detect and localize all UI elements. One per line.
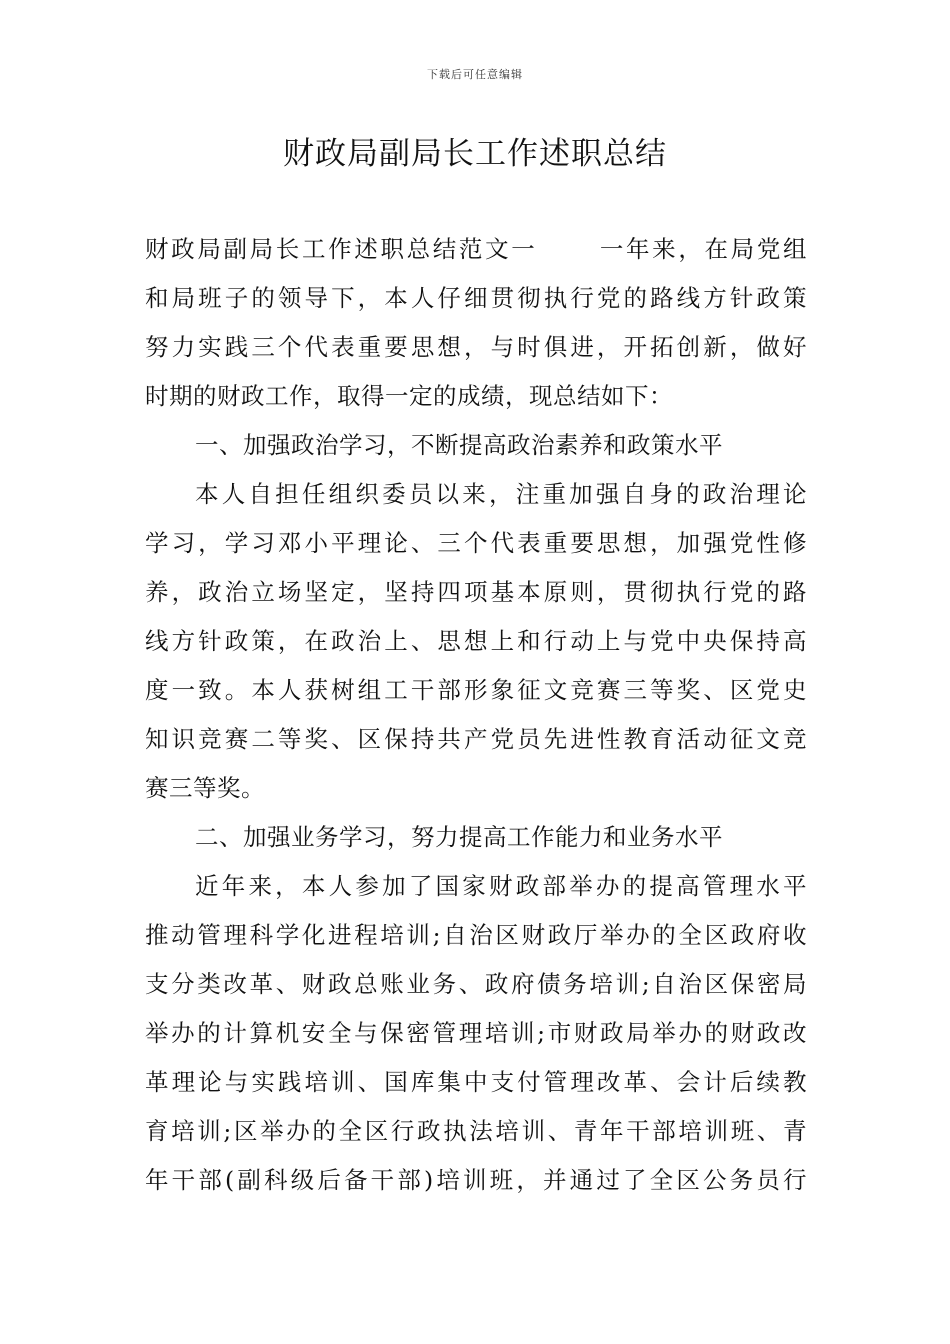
body-line: 赛三等奖。: [145, 774, 265, 802]
section-heading-2: 二、加强业务学习，努力提高工作能力和业务水平: [195, 823, 723, 851]
body-line: 努力实践三个代表重要思想，与时俱进，开拓创新，做好: [145, 333, 807, 361]
body-line: 育培训;区举办的全区行政执法培训、青年干部培训班、青: [145, 1117, 807, 1145]
body-line: 年干部(副科级后备干部)培训班，并通过了全区公务员行: [145, 1166, 807, 1194]
document-title: 财政局副局长工作述职总结: [283, 136, 667, 172]
body-line: 支分类改革、财政总账业务、政府债务培训;自治区保密局: [145, 970, 807, 998]
body-line: 近年来，本人参加了国家财政部举办的提高管理水平: [195, 872, 807, 900]
body-line: 度一致。本人获树组工干部形象征文竞赛三等奖、区党史: [145, 676, 807, 704]
body-line: 本人自担任组织委员以来，注重加强自身的政治理论: [195, 480, 807, 508]
body-line: 养，政治立场坚定，坚持四项基本原则，贯彻执行党的路: [145, 578, 807, 606]
body-line: 推动管理科学化进程培训;自治区财政厅举办的全区政府收: [145, 921, 807, 949]
body-line: 线方针政策，在政治上、思想上和行动上与党中央保持高: [145, 627, 807, 655]
body-line: 革理论与实践培训、国库集中支付管理改革、会计后续教: [145, 1068, 807, 1096]
body-line: 财政局副局长工作述职总结范文一 一年来，在局党组: [145, 235, 807, 263]
header-note: 下载后可任意编辑: [427, 68, 523, 81]
body-line: 时期的财政工作，取得一定的成绩，现总结如下：: [145, 382, 673, 410]
document-body: [145, 225, 807, 1205]
body-line: 和局班子的领导下，本人仔细贯彻执行党的路线方针政策: [145, 284, 807, 312]
body-line: 举办的计算机安全与保密管理培训;市财政局举办的财政改: [145, 1019, 807, 1047]
body-line: 学习，学习邓小平理论、三个代表重要思想，加强党性修: [145, 529, 807, 557]
body-line: 知识竞赛二等奖、区保持共产党员先进性教育活动征文竞: [145, 725, 807, 753]
section-heading-1: 一、加强政治学习，不断提高政治素养和政策水平: [195, 431, 723, 459]
